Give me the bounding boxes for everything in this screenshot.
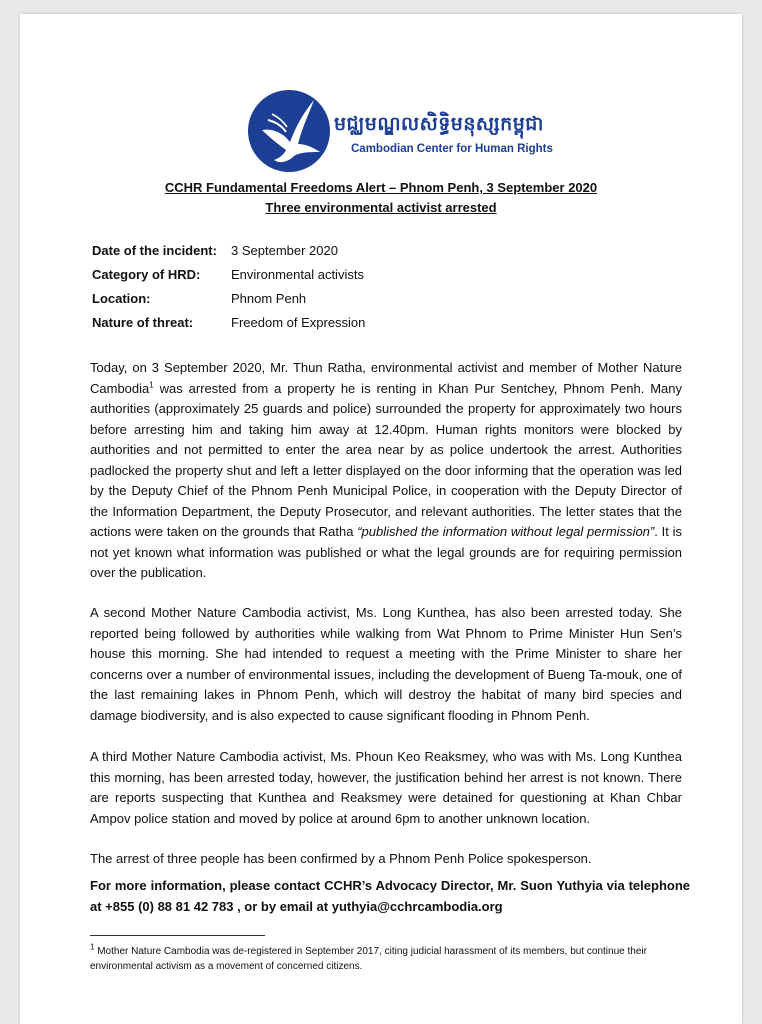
paragraph-1-part-c: . It is not yet known what information was published or what the legal grounds are for requiring permission over the publication. bbox=[90, 524, 683, 580]
paragraph-3: A third Mother Nature Cambodia activist, Ms. Phoun Keo Reaksmey, who was with Ms. Long Kunthea this morning, has been arrested today, however, the justification behind her arrest is not known. There are reports suspecting that Kunthea and Reaksmey were detained for questioning at Khan Chbar Ampov police station and moved by police at around 6pm to another unknown location. bbox=[90, 749, 682, 826]
alert-subtitle: Three environmental activist arrested bbox=[265, 200, 497, 215]
logo-english-name: Cambodian Center for Human Rights bbox=[351, 143, 553, 155]
paragraph-1-quote: “published the information without legal permission” bbox=[357, 524, 655, 539]
detail-value-date: 3 September 2020 bbox=[231, 243, 338, 258]
paragraph-1-part-b: was arrested from a property he is renting in Khan Pur Sentchey, Phnom Penh. Many authorities (approximately 25 guards and police) surrounded the property for approximately two hours before arresting him and taking him away at 12.40pm. Human rights monitors were blocked by authorities and not permitted to enter the area near by as police undertook the arrest. Authorities padlocked the property shut and left a letter displayed on the door informing that the operation was led by the Deputy Chief of the Phnom Penh Municipal Police, in cooperation with the Deputy Director of the Information Department, the Deputy Prosecutor, and relevant authorities. The letter states that the actions were taken on the grounds that Ratha bbox=[90, 380, 682, 539]
detail-value-threat: Freedom of Expression bbox=[231, 315, 366, 330]
bird-icon bbox=[248, 90, 330, 172]
footnote-ref: 1 bbox=[149, 380, 154, 390]
alert-title: CCHR Fundamental Freedoms Alert – Phnom Penh, 3 September 2020 bbox=[164, 180, 598, 195]
footnote bbox=[90, 944, 650, 974]
logo-khmer-name: មជ្ឈមណ្ឌលសិទ្ធិមនុស្សកម្ពុជា bbox=[334, 113, 544, 135]
detail-label-threat: Nature of threat: bbox=[92, 315, 194, 330]
paragraph-1-part-a: Today, on 3 September 2020, Mr. Thun Ratha, environmental activist and member of Mother Nature Cambodia bbox=[90, 360, 682, 396]
detail-value-location: Phnom Penh bbox=[231, 291, 307, 306]
footnote-divider bbox=[90, 935, 265, 936]
detail-label-date: Date of the incident: bbox=[92, 243, 217, 258]
cchr-logo bbox=[248, 90, 553, 190]
detail-label-category: Category of HRD: bbox=[92, 267, 201, 282]
document-page bbox=[20, 14, 742, 1024]
paragraph-1 bbox=[90, 358, 682, 584]
contact-info: For more information, please contact CCHR’s Advocacy Director, Mr. Suon Yuthyia via telephone at +855 (0) 88 81 42 783 , or by email at yuthyia@cchrcambodia.org bbox=[90, 878, 690, 914]
footnote-text: Mother Nature Cambodia was de-registered in September 2017, citing judicial harassment of its members, but continue their environmental activism as a movement of concerned citizens. bbox=[90, 946, 647, 972]
footnote-marker: 1 bbox=[90, 942, 95, 952]
paragraph-4: The arrest of three people has been confirmed by a Phnom Penh Police spokesperson. bbox=[90, 851, 592, 866]
paragraph-2: A second Mother Nature Cambodia activist, Ms. Long Kunthea, has also been arrested today. She reported being followed by authorities while walking from Wat Phnom to Prime Minister Hun Sen’s house this morning. She had intended to request a meeting with the Prime Minister to share her concerns over a number of environmental issues, including the development of Bueng Ta-mouk, one of the last remaining lakes in Phnom Penh, which will destroy the habitat of many bird species and damage biodiversity, and is also expected to cause significant flooding in Phnom Penh. bbox=[90, 605, 682, 723]
detail-value-category: Environmental activists bbox=[231, 267, 364, 282]
detail-label-location: Location: bbox=[92, 291, 151, 306]
